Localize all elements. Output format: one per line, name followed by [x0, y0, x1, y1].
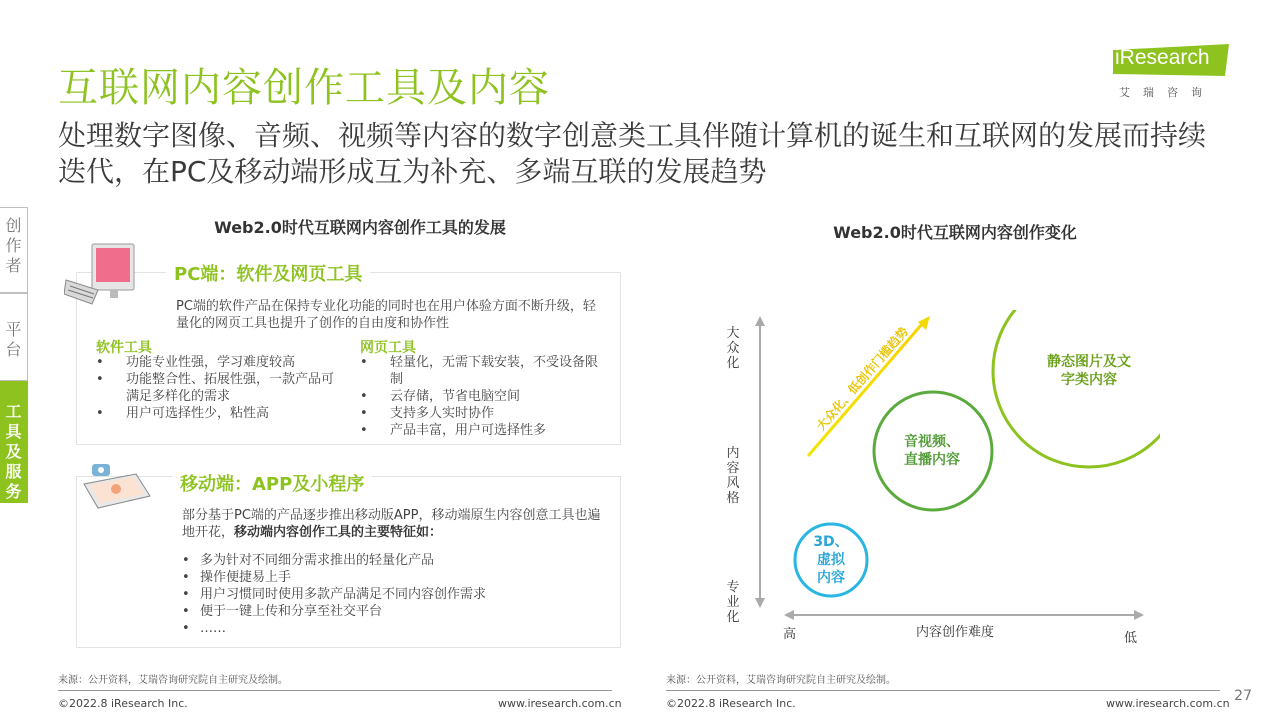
- list-item: • 操作便捷易上手: [182, 570, 292, 585]
- iresearch-logo: [1113, 44, 1233, 100]
- sidenav-item-platform[interactable]: [0, 293, 28, 381]
- x-axis-middle-label: 内容创作难度: [915, 625, 994, 640]
- web-tools-list: [360, 354, 610, 439]
- trend-label: 大众化、低创作门槛趋势: [813, 324, 911, 434]
- sidenav-label-creators: 创作者: [5, 216, 22, 275]
- mobile-section-title: 移动端：APP及小程序: [172, 470, 372, 496]
- right-copyright: ©2022.8 iResearch Inc.: [666, 697, 796, 710]
- logo-subtext: 艾瑞咨询: [1119, 86, 1215, 99]
- list-item: • 用户可选择性少，粘性高: [96, 406, 270, 421]
- software-tools-list: [96, 354, 346, 422]
- list-item: • 便于一键上传和分享至社交平台: [182, 604, 383, 619]
- list-item: • 轻量化，无需下载安装，不受设备限制: [360, 355, 599, 387]
- right-footer-divider: [666, 690, 1220, 691]
- pc-description: PC端的软件产品在保持专业化功能的同时也在用户体验方面不断升级，轻量化的网页工具也提升了创作的自由度和协作性: [176, 299, 596, 331]
- left-source-note: 来源：公开资料，艾瑞咨询研究院自主研究及绘制。: [58, 675, 288, 686]
- right-website-link[interactable]: www.iresearch.com.cn: [1106, 697, 1230, 710]
- mobile-features-list: [182, 552, 602, 637]
- list-item: • 用户习惯同时使用多款产品满足不同内容创作需求: [182, 587, 487, 602]
- page-number: 27: [1234, 688, 1252, 704]
- y-axis-arrow-up: [755, 316, 765, 326]
- mobile-device-icon: [78, 462, 154, 516]
- sidenav-label-platform: 平台: [5, 320, 22, 359]
- x-axis-arrow-right: [1134, 610, 1144, 620]
- sidenav-label-tools: 工具及服务: [5, 402, 22, 501]
- sidenav-item-creators[interactable]: [0, 207, 28, 293]
- page-subtitle: 处理数字图像、音频、视频等内容的数字创意类工具伴随计算机的诞生和互联网的发展而持续迭代，在PC及移动端形成互为补充、多端互联的发展趋势: [58, 119, 1207, 188]
- x-axis-right-label: 低: [1124, 631, 1138, 646]
- list-item: • 云存储，节省电脑空间: [360, 389, 521, 404]
- y-axis-bottom-label: 专业化: [726, 580, 740, 625]
- left-website-link[interactable]: www.iresearch.com.cn: [498, 697, 622, 710]
- left-copyright: ©2022.8 iResearch Inc.: [58, 697, 188, 710]
- computer-monitor-icon: [64, 242, 140, 308]
- left-panel-title: Web2.0时代互联网内容创作工具的发展: [214, 218, 506, 237]
- web-tools-heading: 网页工具: [360, 340, 416, 356]
- x-axis-left-label: 高: [783, 627, 797, 642]
- list-item: • 功能专业性强，学习难度较高: [96, 355, 296, 370]
- circle-label-static: 静态图片及文字类内容: [1047, 354, 1131, 388]
- list-item: • 功能整合性、拓展性强，一款产品可满足多样化的需求: [96, 372, 335, 404]
- list-item: • 产品丰富，用户可选择性多: [360, 423, 547, 438]
- y-axis-arrow-down: [755, 598, 765, 608]
- circle-label-audio-video: 音视频、直播内容: [904, 434, 960, 468]
- left-footer-divider: [58, 690, 612, 691]
- right-panel-title: Web2.0时代互联网内容创作变化: [833, 223, 1077, 242]
- list-item: • 多为针对不同细分需求推出的轻量化产品: [182, 553, 435, 568]
- sidenav-item-tools[interactable]: [0, 381, 28, 503]
- y-axis-top-label: 大众化: [726, 326, 740, 371]
- y-axis-middle-label: 内容风格: [726, 446, 740, 506]
- pc-section-title: PC端：软件及网页工具: [166, 260, 370, 286]
- software-tools-heading: 软件工具: [96, 340, 152, 356]
- right-source-note: 来源：公开资料，艾瑞咨询研究院自主研究及绘制。: [666, 675, 896, 686]
- page-title: 互联网内容创作工具及内容: [58, 65, 550, 111]
- circle-label-3d: 3D、虚拟内容: [813, 534, 849, 586]
- list-item: • ……: [182, 621, 226, 636]
- logo-text: iResearch: [1115, 46, 1210, 69]
- x-axis-arrow-left: [784, 610, 794, 620]
- mobile-description: 部分基于PC端的产品逐步推出移动版APP，移动端原生内容创意工具也遍地开花，移动端内容创作工具的主要特征如：: [182, 508, 601, 540]
- list-item: • 支持多人实时协作: [360, 406, 495, 421]
